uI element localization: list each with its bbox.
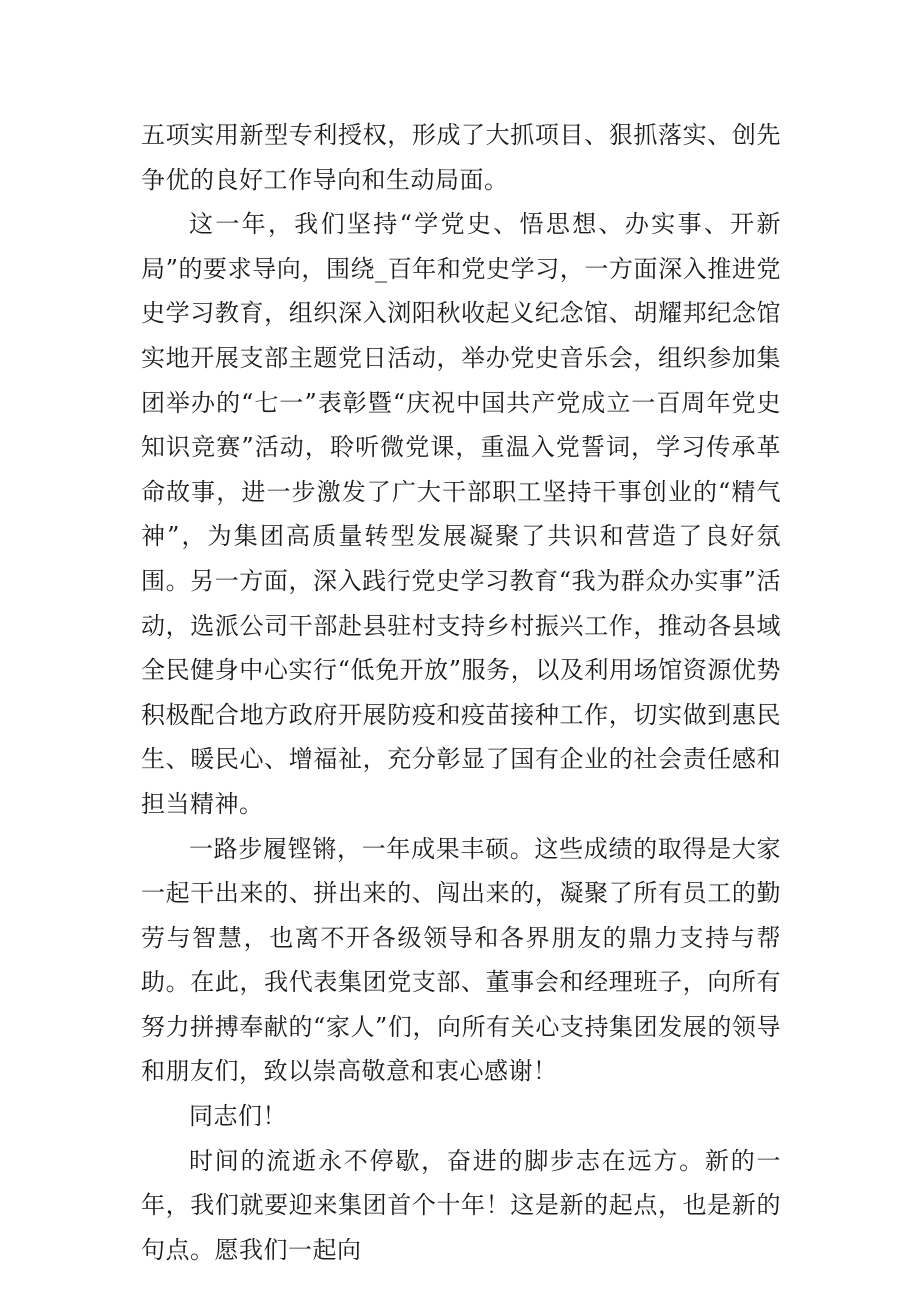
paragraph-continuation: 五项实用新型专利授权，形成了大抓项目、狠抓落实、创先争优的良好工作导向和生动局面。 bbox=[141, 121, 781, 194]
paragraph-achievements: 一路步履铿锵，一年成果丰硕。这些成绩的取得是大家一起干出来的、拼出来的、闯出来的，凝聚了所有员工的勤劳与智慧，也离不开各级领导和各界朋友的鼎力支持与帮助。在此，我代表集团党支部、董事会和经理班子，向所有努力拼搏奉献的“家人”们，向所有关心支持集团发展的领导和朋友们，致以崇高敬意和衷心感谢！ bbox=[141, 834, 781, 1086]
document-body bbox=[141, 113, 781, 1272]
paragraph-party-history: 这一年，我们坚持“学党史、悟思想、办实事、开新局”的要求导向，围绕_百年和党史学习，一方面深入推进党史学习教育，组织深入浏阳秋收起义纪念馆、胡耀邦纪念馆实地开展支部主题党日活动，举办党史音乐会，组织参加集团举办的“七一”表彰暨“庆祝中国共产党成立一百周年党史知识竞赛”活动，聆听微党课，重温入党誓词，学习传承革命故事，进一步激发了广大干部职工坚持干事创业的“精气神”，为集团高质量转型发展凝聚了共识和营造了良好氛围。另一方面，深入践行党史学习教育“我为群众办实事”活动，选派公司干部赴县驻村支持乡村振兴工作，推动各县域全民健身中心实行“低免开放”服务，以及利用场馆资源优势积极配合地方政府开展防疫和疫苗接种工作，切实做到惠民生、暖民心、增福祉，充分彰显了国有企业的社会责任感和担当精神。 bbox=[141, 210, 781, 818]
paragraph-salutation: 同志们！ bbox=[189, 1102, 287, 1131]
paragraph-new-year: 时间的流逝永不停歇，奋进的脚步志在远方。新的一年，我们就要迎来集团首个十年！这是新的起点，也是新的句点。愿我们一起向 bbox=[141, 1146, 781, 1264]
